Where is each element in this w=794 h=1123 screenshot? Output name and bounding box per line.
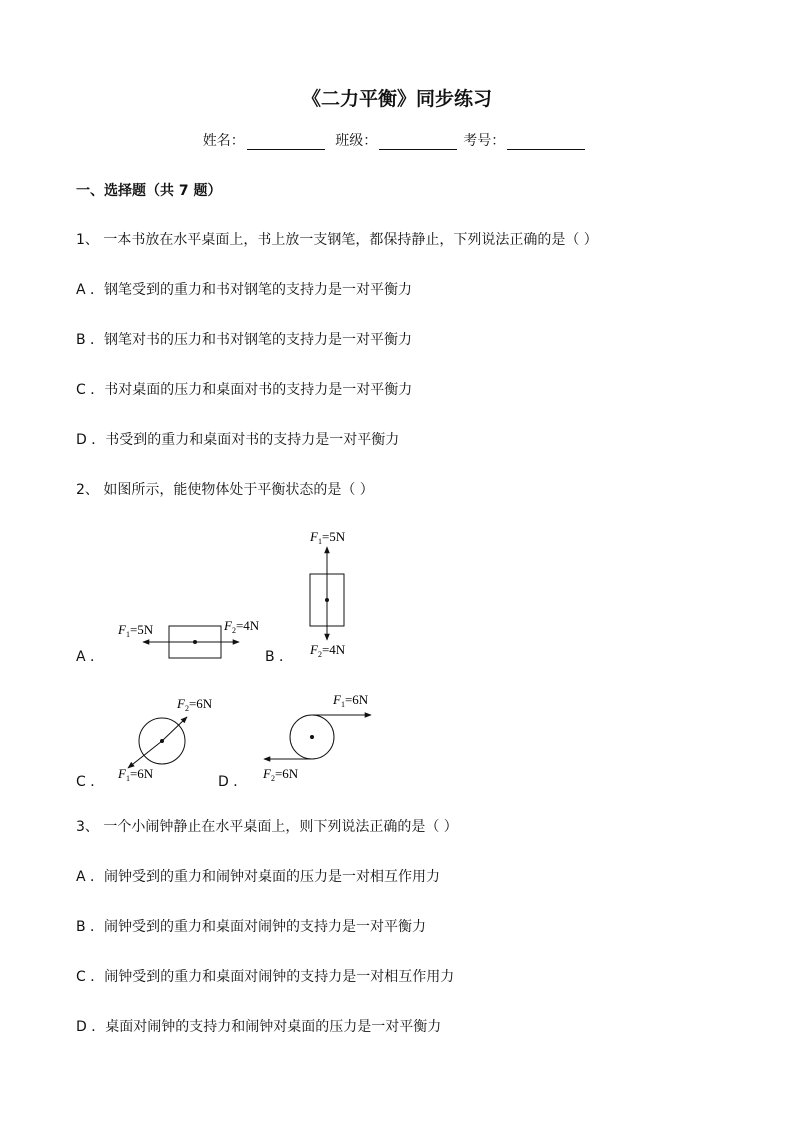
svg-text:F2=4N bbox=[309, 642, 346, 659]
fa-f1-sub: 1 bbox=[125, 630, 130, 639]
fb-f2-val: =4N bbox=[321, 642, 346, 657]
fb-f2-letter: F bbox=[310, 642, 318, 657]
section-heading: 一、选择题（共 7 题） bbox=[76, 183, 222, 199]
fa-f1-letter: F bbox=[118, 622, 126, 637]
fb-f2-sub: 2 bbox=[317, 650, 322, 659]
svg-text:F1=6N bbox=[117, 766, 154, 783]
fa-f1-val: =5N bbox=[129, 622, 154, 637]
svg-text:F1=6N bbox=[332, 692, 369, 709]
figure-a bbox=[110, 610, 270, 670]
figure-c bbox=[110, 690, 230, 790]
fb-f1-val: =5N bbox=[321, 529, 346, 544]
class-label: 班级： bbox=[335, 133, 378, 149]
figure-b bbox=[290, 525, 370, 665]
fa-f2-sub: 2 bbox=[231, 626, 236, 635]
q1-option-b: B ．钢笔对书的压力和书对钢笔的支持力是一对平衡力 bbox=[76, 332, 413, 348]
q1-option-d: D ．书受到的重力和桌面对书的支持力是一对平衡力 bbox=[76, 432, 400, 448]
class-blank[interactable] bbox=[379, 135, 457, 150]
q3-option-a: A ．闹钟受到的重力和闹钟对桌面的压力是一对相互作用力 bbox=[76, 869, 441, 885]
fd-f1-sub: 1 bbox=[340, 700, 345, 709]
q1-stem: 1、 一本书放在水平桌面上，书上放一支钢笔，都保持静止，下列说法正确的是（ ） bbox=[76, 232, 598, 248]
fa-f2-val: =4N bbox=[235, 618, 260, 633]
exam-number-blank[interactable] bbox=[507, 135, 585, 150]
student-info-row bbox=[0, 132, 794, 150]
fd-f2-letter: F bbox=[263, 766, 271, 781]
q2-stem: 2、 如图所示，能使物体处于平衡状态的是（ ） bbox=[76, 482, 374, 498]
q3-option-b: B ．闹钟受到的重力和桌面对闹钟的支持力是一对平衡力 bbox=[76, 919, 427, 935]
q3-option-c: C ．闹钟受到的重力和桌面对闹钟的支持力是一对相互作用力 bbox=[76, 969, 455, 985]
fd-f1-val: =6N bbox=[344, 692, 369, 707]
q3-stem: 3、 一个小闹钟静止在水平桌面上，则下列说法正确的是（ ） bbox=[76, 819, 458, 835]
fa-f2-letter: F bbox=[224, 618, 232, 633]
fc-f1-letter: F bbox=[118, 766, 126, 781]
fd-f1-letter: F bbox=[333, 692, 341, 707]
svg-text:F2=4N bbox=[223, 618, 260, 635]
fd-f2-sub: 2 bbox=[270, 774, 275, 783]
fd-f2-val: =6N bbox=[274, 766, 299, 781]
figure-d bbox=[255, 685, 395, 785]
fb-f1-sub: 1 bbox=[317, 537, 322, 546]
svg-text:F1=5N bbox=[117, 622, 154, 639]
q1-option-a: A ．钢笔受到的重力和书对钢笔的支持力是一对平衡力 bbox=[76, 282, 413, 298]
fc-f2-val: =6N bbox=[188, 696, 213, 711]
svg-text:F2=6N bbox=[262, 766, 299, 783]
q2-label-b: B ． bbox=[265, 649, 294, 665]
svg-text:F1=5N bbox=[309, 529, 346, 546]
q3-option-d: D ．桌面对闹钟的支持力和闹钟对桌面的压力是一对平衡力 bbox=[76, 1019, 442, 1035]
fc-f2-sub: 2 bbox=[184, 704, 189, 713]
fc-f2-letter: F bbox=[177, 696, 185, 711]
exam-number-label: 考号： bbox=[463, 133, 506, 149]
page-title: 《二力平衡》同步练习 bbox=[301, 88, 492, 110]
fb-f1-letter: F bbox=[310, 529, 318, 544]
fc-f1-val: =6N bbox=[129, 766, 154, 781]
q2-label-c: C ． bbox=[76, 774, 105, 790]
fc-f1-sub: 1 bbox=[125, 774, 130, 783]
q2-label-a: A ． bbox=[76, 649, 105, 665]
q2-label-d: D ． bbox=[218, 774, 248, 790]
name-blank[interactable] bbox=[247, 135, 325, 150]
q1-option-c: C ．书对桌面的压力和桌面对书的支持力是一对平衡力 bbox=[76, 382, 413, 398]
svg-text:F2=6N bbox=[176, 696, 213, 713]
name-label: 姓名： bbox=[202, 133, 245, 149]
